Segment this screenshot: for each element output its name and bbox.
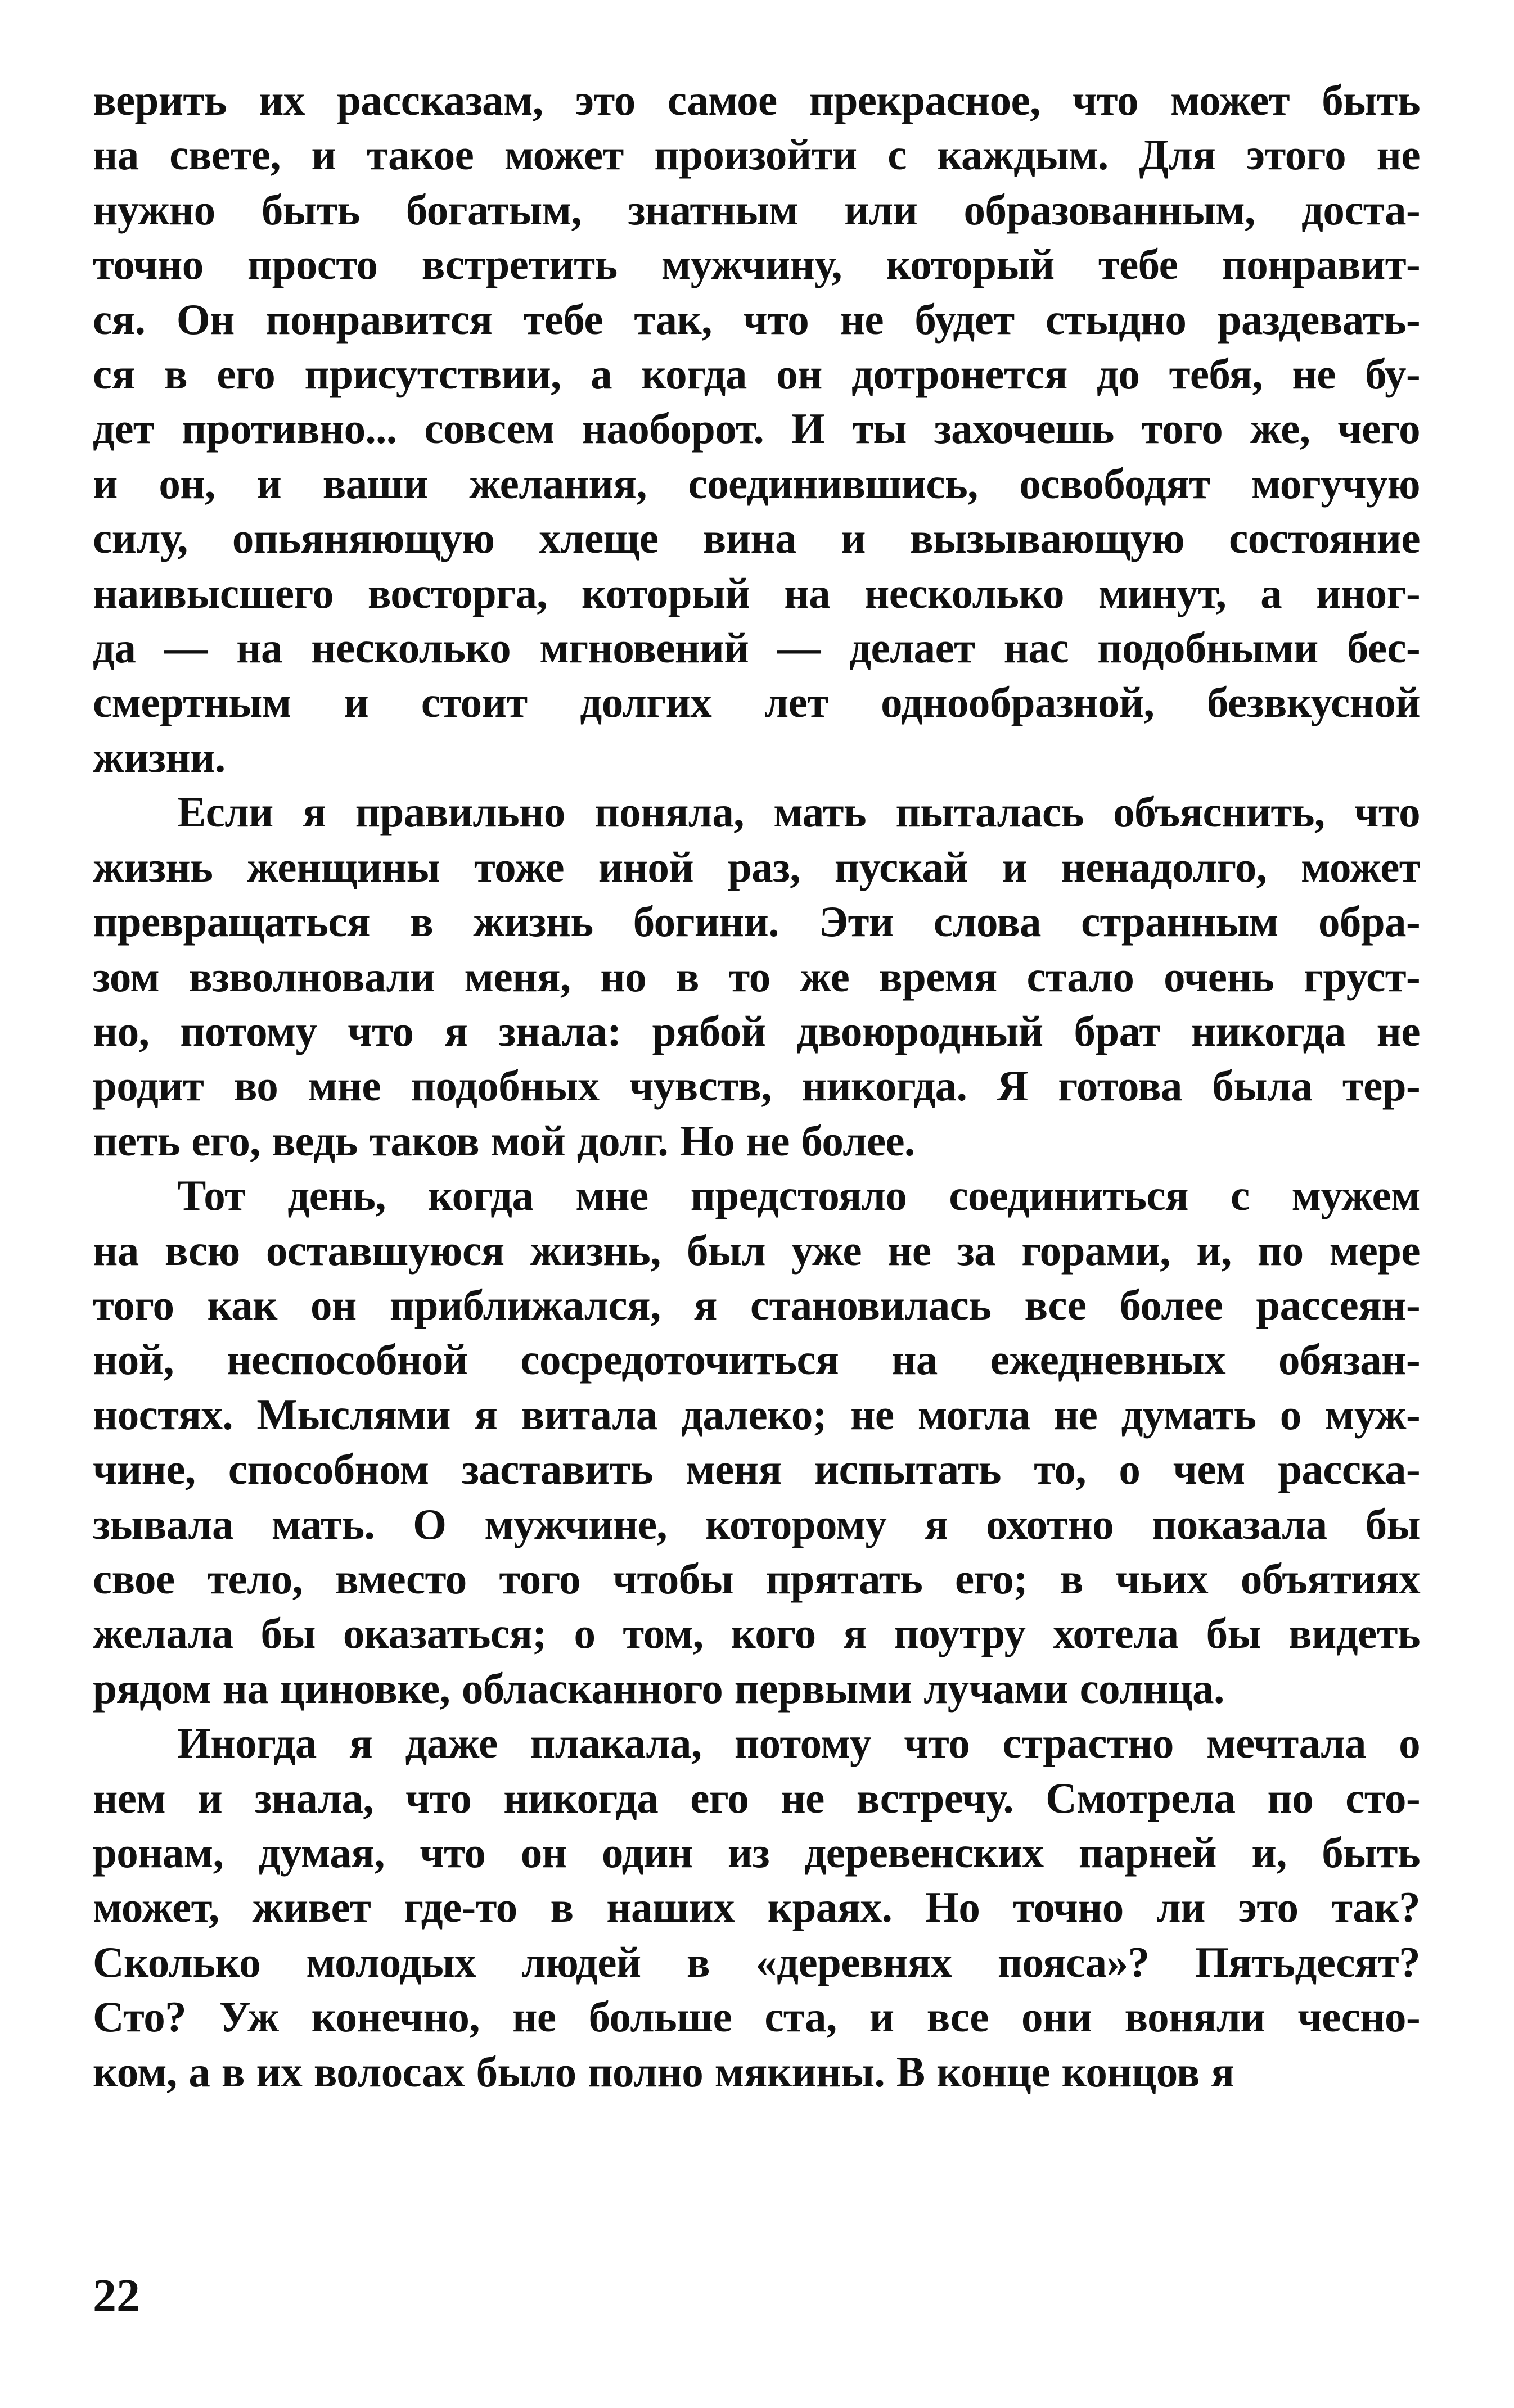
text-line: Тот день, когда мне предстояло соединиться с мужем: [177, 1171, 1420, 1220]
text-line: Сто? Уж конечно, не больше ста, и все они воняли чесно-: [93, 1993, 1420, 2041]
text-line: жизнь женщины тоже иной раз, пускай и ненадолго, может: [93, 842, 1420, 891]
text-line: свое тело, вместо того чтобы прятать его; в чьих объятиях: [93, 1554, 1420, 1603]
text-line: жизни.: [93, 733, 226, 781]
text-line: может, живет где-то в наших краях. Но точно ли это так?: [93, 1883, 1420, 1932]
text-line: дет противно... совсем наоборот. И ты захочешь того же, чего: [93, 404, 1420, 453]
text-line: превращаться в жизнь богини. Эти слова странным обра-: [93, 897, 1420, 946]
text-line: да — на несколько мгновений — делает нас подобными бес-: [93, 624, 1420, 672]
text-line: Иногда я даже плакала, потому что страстно мечтала о: [177, 1719, 1420, 1768]
text-line: нужно быть богатым, знатным или образованным, доста-: [93, 185, 1420, 234]
text-line: рядом на циновке, обласканного первыми лучами солнца.: [93, 1664, 1224, 1713]
book-page: [93, 73, 1420, 2406]
page-number: 22: [93, 2270, 140, 2322]
text-line: ся. Он понравится тебе так, что не будет стыдно раздевать-: [93, 295, 1420, 344]
text-line: зывала мать. О мужчине, которому я охотно показала бы: [93, 1499, 1420, 1548]
text-line: Сколько молодых людей в «деревнях пояса»? Пятьдесят?: [93, 1937, 1420, 1986]
text-line: ся в его присутствии, а когда он дотронется до тебя, не бу-: [93, 350, 1420, 399]
text-line: Если я правильно поняла, мать пыталась объяснить, что: [177, 788, 1420, 837]
text-line: ком, а в их волосах было полно мякины. В конце концов я: [93, 2047, 1234, 2096]
text-line: родит во мне подобных чувств, никогда. Я готова была тер-: [93, 1061, 1420, 1110]
text-line: но, потому что я знала: рябой двоюродный брат никогда не: [93, 1006, 1420, 1055]
paragraph: [93, 1716, 1420, 2099]
text-line: и он, и ваши желания, соединившись, освободят могучую: [93, 459, 1420, 508]
text-line: на свете, и такое может произойти с каждым. Для этого не: [93, 130, 1420, 179]
text-line: нем и знала, что никогда его не встречу. Смотрела по сто-: [93, 1773, 1420, 1822]
text-line: наивысшего восторга, который на несколько минут, а иног-: [93, 568, 1420, 617]
text-line: ностях. Мыслями я витала далеко; не могла не думать о муж-: [93, 1390, 1420, 1439]
text-line: смертным и стоит долгих лет однообразной, безвкусной: [93, 678, 1420, 727]
text-line: чине, способном заставить меня испытать то, о чем расска-: [93, 1445, 1420, 1494]
text-line: того как он приближался, я становилась все более рассеян-: [93, 1280, 1420, 1329]
paragraph: [93, 73, 1420, 785]
paragraph: [93, 1168, 1420, 1716]
text-line: точно просто встретить мужчину, который тебе понравит-: [93, 240, 1420, 289]
text-line: ронам, думая, что он один из деревенских парней и, быть: [93, 1828, 1420, 1877]
text-line: ной, неспособной сосредоточиться на ежедневных обязан-: [93, 1335, 1420, 1384]
page-text: [93, 73, 1420, 2099]
text-line: силу, опьяняющую хлеще вина и вызывающую состояние: [93, 514, 1420, 563]
text-line: верить их рассказам, это самое прекрасное, что может быть: [93, 76, 1420, 124]
text-line: на всю оставшуюся жизнь, был уже не за горами, и, по мере: [93, 1226, 1420, 1275]
text-line: петь его, ведь таков мой долг. Но не более.: [93, 1116, 915, 1165]
text-line: желала бы оказаться; о том, кого я поутру хотела бы видеть: [93, 1609, 1420, 1658]
paragraph: [93, 785, 1420, 1168]
text-line: зом взволновали меня, но в то же время стало очень груст-: [93, 952, 1420, 1001]
